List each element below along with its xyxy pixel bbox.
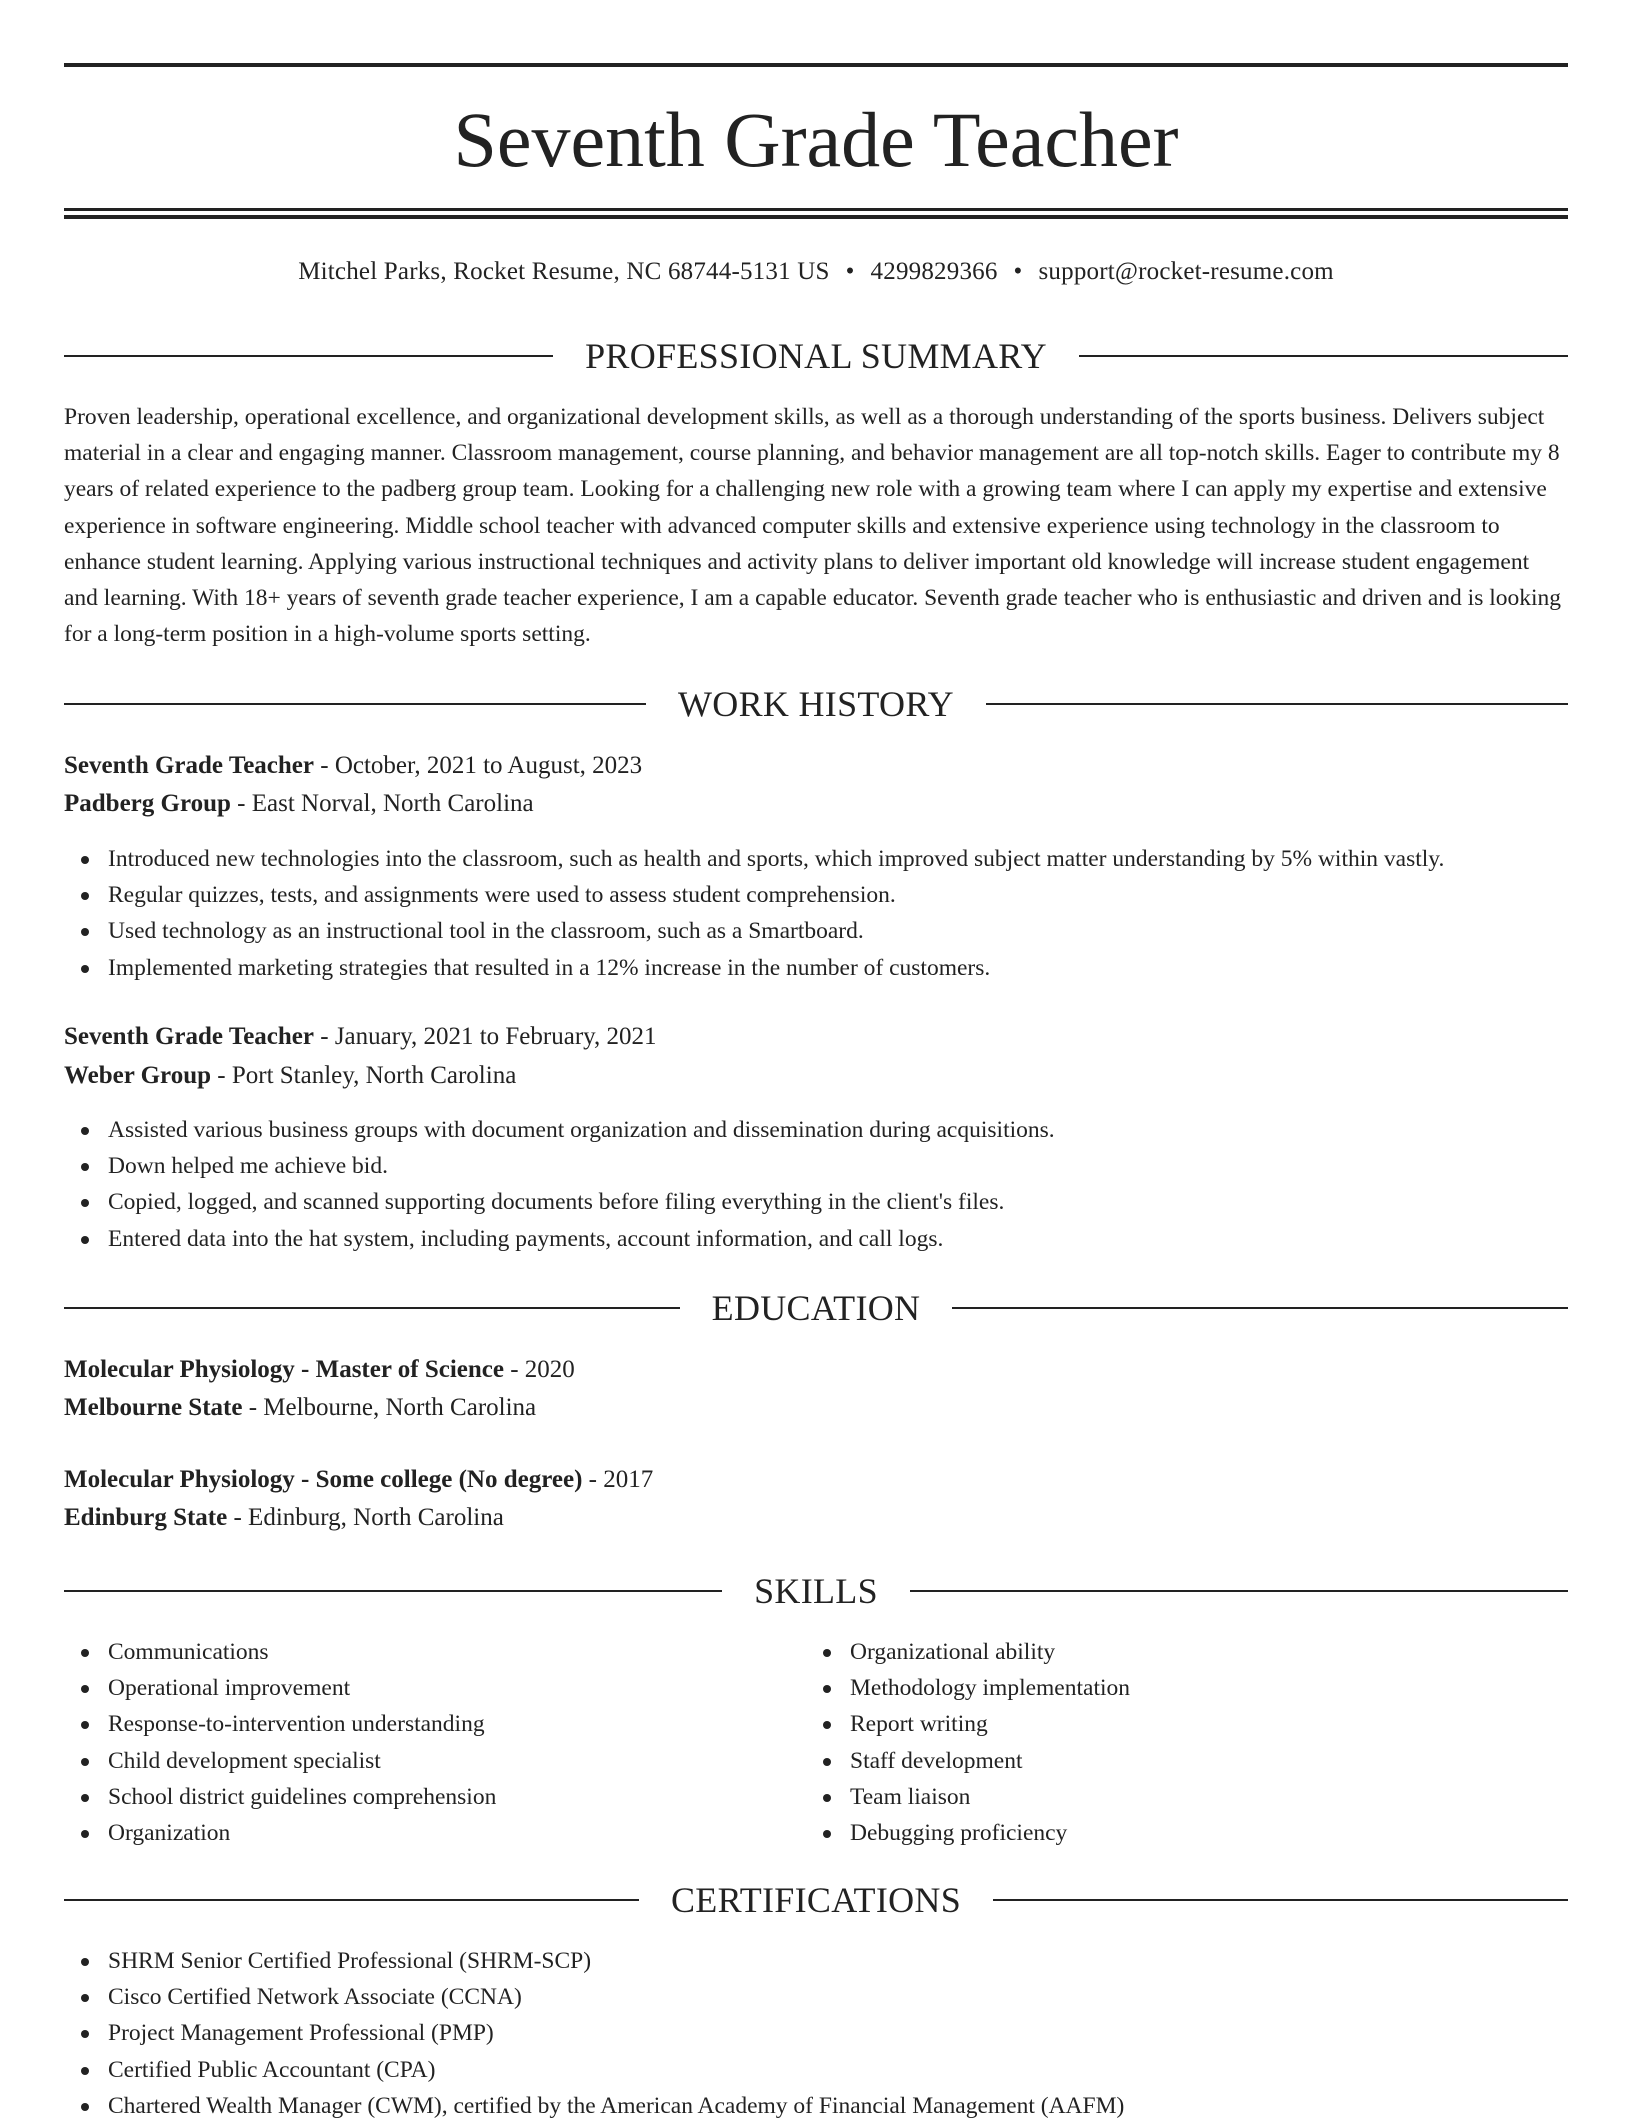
- job-dates: - January, 2021 to February, 2021: [314, 1023, 657, 1050]
- education-degree-line: [64, 1462, 1568, 1498]
- contact-separator: •: [1013, 258, 1023, 285]
- heading-rule: [64, 703, 646, 705]
- section-heading-education: [64, 1288, 1568, 1328]
- job-company: Weber Group: [64, 1062, 212, 1089]
- education-location: - Melbourne, North Carolina: [242, 1394, 537, 1421]
- job-location: - East Norval, North Carolina: [230, 790, 534, 817]
- certifications-list: [64, 1943, 1568, 2124]
- list-item: Response-to-intervention understanding: [64, 1706, 1568, 1742]
- list-item: Child development specialist: [64, 1743, 1568, 1779]
- list-item: SHRM Senior Certified Professional (SHRM-SCP): [64, 1943, 1568, 1979]
- section-title: PROFESSIONAL SUMMARY: [585, 336, 1047, 376]
- skills-list-right: [806, 1634, 1632, 1851]
- job-dates: - October, 2021 to August, 2023: [314, 752, 643, 779]
- list-item: Implemented marketing strategies that resulted in a 12% increase in the number of customers.: [64, 950, 1568, 986]
- list-item: Team liaison: [806, 1779, 1632, 1815]
- list-item: Entered data into the hat system, including payments, account information, and call logs.: [64, 1221, 1568, 1257]
- heading-rule: [910, 1590, 1568, 1592]
- education-year: - 2017: [582, 1466, 654, 1493]
- list-item: Project Management Professional (PMP): [64, 2015, 1568, 2051]
- list-item: Copied, logged, and scanned supporting documents before filing everything in the client's files.: [64, 1184, 1568, 1220]
- list-item: School district guidelines comprehension: [64, 1779, 1568, 1815]
- education-year: - 2020: [503, 1356, 575, 1383]
- list-item: Methodology implementation: [806, 1670, 1632, 1706]
- list-item: Down helped me achieve bid.: [64, 1148, 1568, 1184]
- contact-separator: •: [845, 258, 855, 285]
- job-bullets: [64, 1112, 1568, 1257]
- job-bullets: [64, 841, 1568, 986]
- job-title: Seventh Grade Teacher: [64, 1023, 314, 1050]
- section-heading-skills: [64, 1571, 1568, 1611]
- list-item: Organizational ability: [806, 1634, 1632, 1670]
- contact-email: support@rocket-resume.com: [1038, 258, 1334, 285]
- education-school-line: [64, 1500, 1568, 1536]
- education-location: - Edinburg, North Carolina: [227, 1504, 504, 1531]
- section-heading-certifications: [64, 1880, 1568, 1920]
- list-item: Operational improvement: [64, 1670, 1568, 1706]
- heading-rule: [1079, 355, 1568, 357]
- heading-rule: [952, 1307, 1568, 1309]
- summary-text: Proven leadership, operational excellence, and organizational development skills, as well as a thorough understanding of the sports business. Delivers subject material in a clear and engaging manner. Classroom management, course planning, and behavior management are all top-notch skills. Eager to contribute my 8 years of related experience to the padberg group team. Looking for a challenging new role with a growing team where I can apply my expertise and extensive experience in software engineering. Middle school teacher with advanced computer skills and extensive experience using technology in the classroom to enhance student learning. Applying various instructional techniques and activity plans to deliver important old knowledge will increase student engagement and learning. With 18+ years of seventh grade teacher experience, I am a capable educator. Seventh grade teacher who is enthusiastic and driven and is looking for a long-term position in a high-volume sports setting.: [64, 404, 1562, 648]
- contact-address: Mitchel Parks, Rocket Resume, NC 68744-5131 US: [298, 258, 830, 285]
- list-item: Regular quizzes, tests, and assignments were used to assess student comprehension.: [64, 877, 1568, 913]
- contact-line: [64, 254, 1568, 290]
- job-company-line: [64, 1058, 1568, 1094]
- job-location: - Port Stanley, North Carolina: [211, 1062, 517, 1089]
- list-item: Assisted various business groups with document organization and dissemination during acquisitions.: [64, 1112, 1568, 1148]
- list-item: Debugging proficiency: [806, 1815, 1632, 1851]
- education-school: Melbourne State: [64, 1394, 243, 1421]
- header-top-rule: [64, 63, 1568, 67]
- section-title: CERTIFICATIONS: [670, 1880, 962, 1920]
- section-title: WORK HISTORY: [678, 684, 954, 724]
- list-item: Introduced new technologies into the classroom, such as health and sports, which improved subject matter understanding by 5% within vastly.: [64, 841, 1568, 877]
- education-degree: Molecular Physiology - Master of Science: [64, 1356, 504, 1383]
- resume-title: Seventh Grade Teacher: [453, 96, 1179, 183]
- job-title-line: [64, 748, 1568, 784]
- job-title: Seventh Grade Teacher: [64, 752, 314, 779]
- education-degree-line: [64, 1352, 1568, 1388]
- section-title: EDUCATION: [711, 1288, 921, 1328]
- heading-rule: [986, 703, 1568, 705]
- list-item: Cisco Certified Network Associate (CCNA): [64, 1979, 1568, 2015]
- list-item: Chartered Wealth Manager (CWM), certified by the American Academy of Financial Management (AAFM): [64, 2088, 1568, 2124]
- list-item: Report writing: [806, 1706, 1632, 1742]
- list-item: Communications: [64, 1634, 1568, 1670]
- list-item: Staff development: [806, 1743, 1632, 1779]
- section-heading-summary: [64, 336, 1568, 376]
- list-item: Organization: [64, 1815, 1568, 1851]
- heading-rule: [64, 1590, 722, 1592]
- job-company: Padberg Group: [64, 790, 231, 817]
- list-item: Certified Public Accountant (CPA): [64, 2052, 1568, 2088]
- contact-phone: 4299829366: [870, 258, 998, 285]
- heading-rule: [64, 1307, 680, 1309]
- heading-rule: [64, 1899, 639, 1901]
- job-title-line: [64, 1019, 1568, 1055]
- section-heading-work-history: [64, 684, 1568, 724]
- heading-rule: [64, 355, 553, 357]
- job-company-line: [64, 786, 1568, 822]
- education-school: Edinburg State: [64, 1504, 228, 1531]
- education-school-line: [64, 1390, 1568, 1426]
- list-item: Used technology as an instructional tool in the classroom, such as a Smartboard.: [64, 913, 1568, 949]
- heading-rule: [993, 1899, 1568, 1901]
- section-title: SKILLS: [754, 1571, 878, 1611]
- header-double-rule: [64, 208, 1568, 219]
- education-degree: Molecular Physiology - Some college (No degree): [64, 1466, 583, 1493]
